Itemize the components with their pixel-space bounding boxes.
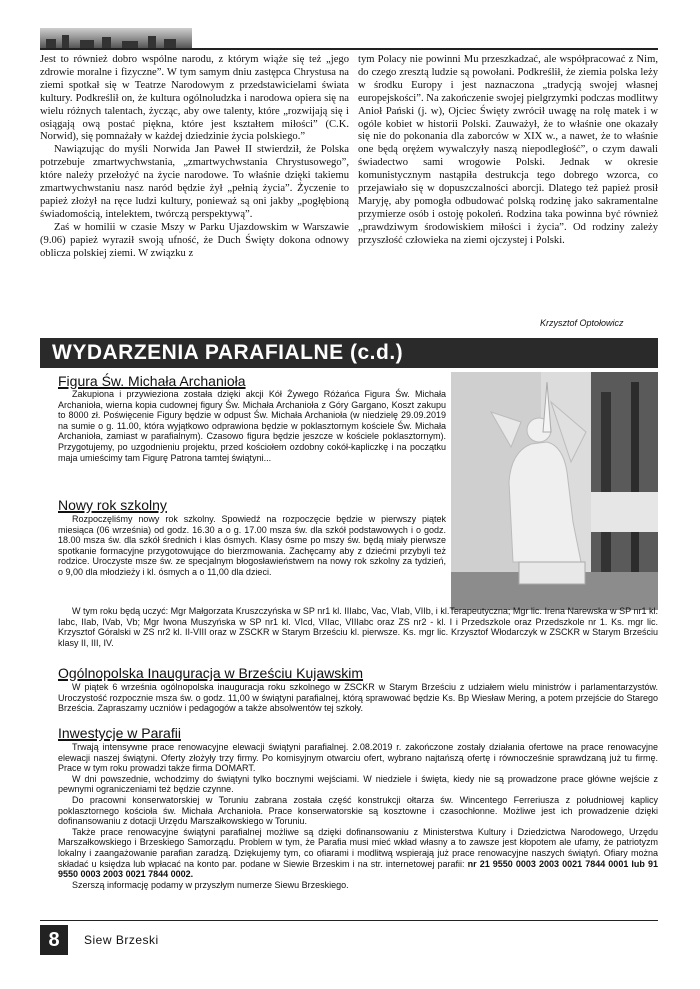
header-town-photo [40,28,192,48]
section-paragraph: W dni powszednie, wchodzimy do świątyni tylko bocznymi wejściami. W niedziele i święta, kiedy nie są prowadzone prace główne wejście z pewnymi ograniczeniami też będzie czynne. [58,773,658,795]
section-body [58,742,658,890]
header-rule [40,48,658,50]
section-body [58,389,446,463]
article-right-column [358,54,658,248]
section-heading: Inwestycje w Parafii [58,725,181,741]
section-paragraph: W tym roku będą uczyć: Mgr Małgorzata Kruszczyńska w SP nr1 kl. IIIabc, Vac, VIab, VIIb, i kl.Terapeutyczna; Mgr lic. Irena Narewska w SP nr1 kl. Iabc, IIab, IVab, Vb; Mgr Iwona Muszyńska w SP nr1 kl. VIcd, VIIac, VIIIabc oraz ZS nr2 - kl. I i Przedszkole oraz Przedszkole nr 1. Ks. mgr lic. Krzysztof Góralski w ZS nr2 kl. II-VIII oraz w ZSCKR w Starym Brześciu kl. pierwsze. Ks. mgr lic. Krzysztof Włodarczyk w ZSCKR w Starym Brześciu klasy II, III, IV. [58,606,658,648]
section-heading: Figura Św. Michała Archanioła [58,373,246,389]
archangel-statue-photo [451,372,658,610]
footer-rule [40,920,658,921]
article-paragraph: tym Polacy nie powinni Mu przeszkadzać, ale współpracować z Nim, do czego zresztą ludzie są powołani. Podkreślił, że ziemia polska leży w środku Europy i jest naznaczona „tradycją swojej własnej europejskości”. Na zakończenie swojej pielgrzymki podczas modlitwy Anioł Pański (j. w), Ojciec Święty zwrócił uwagę na rolę matek i w ogóle kobiet w historii Polski. Zauważył, że to właśnie one okazały się nie do pokonania dla zaborców w XIX w., a nawet, że to właśnie one będą orężem wywalczyły naszą niepodległość”, o czym dawali świadectwo sami wrogowie Polski. Jednak w okresie komunistycznym nastąpiła destrukcja tego dobrego wzorca, co przejawiało się w dopuszczalności aborcji. Dlatego też papież prosił Maryję, aby pomogła odbudować polską rodzinę jako sakramentalne przymierze osób i ostoję pokoleń. Rodzina taka powinna być również „prawdziwym środowiskiem miłości i życia”. Od rodziny zależy przyszłość człowieka na ziemi ojczystej i Polski. [358,54,658,246]
section-body [58,606,658,648]
section-paragraph: Rozpoczęliśmy nowy rok szkolny. Spowiedź na rozpoczęcie będzie w pierwszy piątek miesiąca (06 września) od godz. 16.30 a o g. 17.00 msza św. dla szkół podstawowych i o godz. 18.00 msza św. dla szkół średnich i klas ósmych. Klasy ósme po mszy św. będą miały pierwsze spotkanie formacyjne przygotowujące do bierzmowania. Zachęcamy aby z dziećmi przybyli też rodzice. Uroczyste msze św. ze specjalnym błogosławieństwem na nowy rok szkolny za tydzień, o 9,00 dla młodzieży i kl. ósmych a o 11,00 dla dzieci. [58,514,446,577]
section-banner: WYDARZENIA PARAFIALNE (c.d.) [40,338,658,368]
article-paragraph: Zaś w homilii w czasie Mszy w Parku Ujazdowskim w Warszawie (9.06) papież wyraził swoją ufność, że Duch Święty dokona odnowy oblicza polskiej ziemi. W związku z [40,221,349,259]
publication-title: Siew Brzeski [84,933,159,947]
article-paragraph: Nawiązując do myśli Norwida Jan Paweł II stwierdził, że Polska potrzebuje zmartwychwstania, „zmartwychwstania Chrystusowego”, które należy przełożyć na życie narodowe. To właśnie dzięki takiemu zmartwychwstaniu nasz naród będzie żył „pełnią życia”. Życzenie to papież złożył na ręce ludzi kultury, ponieważ są oni jakby „pogłębioną świadomością, intelektem, twórczą perspektywą”. [40,144,349,220]
section-heading: Ogólnopolska Inauguracja w Brześciu Kujawskim [58,665,364,681]
section-paragraph: Do pracowni konserwatorskiej w Toruniu zabrana została część konstrukcji ołtarza św. Wincentego Ferreriusza z południowej kaplicy poklasztornego kościoła św. Michała Archanioła. Prace konserwatorskie są kosztowne i czasochłonne. Możliwe jest ich prowadzenie dzięki dofinansowaniu z dotacji Urzędu Marszałkowskiego w Toruniu. [58,794,658,827]
section-heading: Nowy rok szkolny [58,497,167,513]
section-paragraph: Także prace renowacyjne świątyni parafialnej możliwe są dzięki dofinansowaniu z Ministerstwa Kultury i Dziedzictwa Narodowego, Urzędu Marszałkowskiego i Brzeskiego Samorządu. Problem w tym, że Parafia musi mieć wkład własny a to zawsze jest kłopotem ale ufamy, że patriotyzm lokalny i zaangażowanie parafian zaradzą. Dziękujemy tym, co ofiarami i modlitwą wspierają już prace renowacyjne naszych świątyń. Ofiary można składać u księdza lub wpłacać na konto par. podane w Siewie Brzeskim i na str. internetowej parafii: nr 21 9550 0003 2003 0021 7844 0001 lub 91 9550 0003 2003 0021 7844 0002. [58,826,658,880]
article-left-column [40,54,349,261]
section-paragraph: W piątek 6 września ogólnopolska inauguracja roku szkolnego w ZSCKR w Starym Brześciu z udziałem wielu ministrów i parlamentarzystów. Uroczystość rozpocznie msza św. o godz. 11,00 w świątyni parafialnej, którą sprawować będzie Ks. Bp Wiesław Mering, a potem przejście do Starego Brześcia. Zapraszamy uczniów i pedagogów a także absolwentów tej szkoły. [58,682,658,714]
section-body [58,514,446,578]
article-signature: Krzysztof Optołowicz [540,318,624,328]
article-paragraph: Jest to również dobro wspólne narodu, z którym wiąże się też „jego zdrowie moralne i fizyczne”. W tym samym dniu zastępca Chrystusa na ziemi spotkał się w Teatrze Narodowym z przedstawicielami świata kultury. Podkreślił on, że kultura ogólnoludzka i narodowa opiera się na wielu różnych talentach, życząc, aby owe talenty, które „rozwijają się i osiągają ową postać piękna, które jest kształtem miłości” (C.K. Norwid), się pomnażały w każdej dziedzinie życia polskiego.” [40,54,349,143]
section-paragraph: Szerszą informację podamy w przyszłym numerze Siewu Brzeskiego. [72,879,349,890]
section-body [58,682,658,714]
page-number: 8 [40,925,68,955]
section-paragraph: Trwają intensywne prace renowacyjne elewacji świątyni parafialnej. 2.08.2019 r. zakończone zostały działania ofertowe na prace renowacyjne elewacji naszej świątyni. Oferty złożyły trzy firmy. Po komisyjnym otwarciu ofert, wybrano najtańszą ofertę i równocześnie sprawdzaną już tu firmę. Prace w tym roku prowadzi także firma DOMART. [58,742,658,774]
section-paragraph: Zakupiona i przywieziona została dzięki akcji Kół Żywego Różańca Figura Św. Michała Archanioła, wierna kopia cudownej figury Św. Michała Archanioła z Góry Gargano, Koszt zakupu to 8000 zł. Poświęcenie Figury będzie w odpust Św. Michała Archanioła (w niedzielę 29.09.2019 na sumie o g. 11.00, która wyjątkowo odprawiona będzie w poklasztornym kościele Św. Michała Archanioła, zamiast w parafialnym). Czasowo figura będzie jeszcze w kościele poklasztornym). Przygotujemy, po uzgodnieniu projektu, przed kościołem ozdobny cokół-kapliczkę i na początku maja umieścimy tam Figurę Patrona tamtej świątyni... [58,389,446,463]
